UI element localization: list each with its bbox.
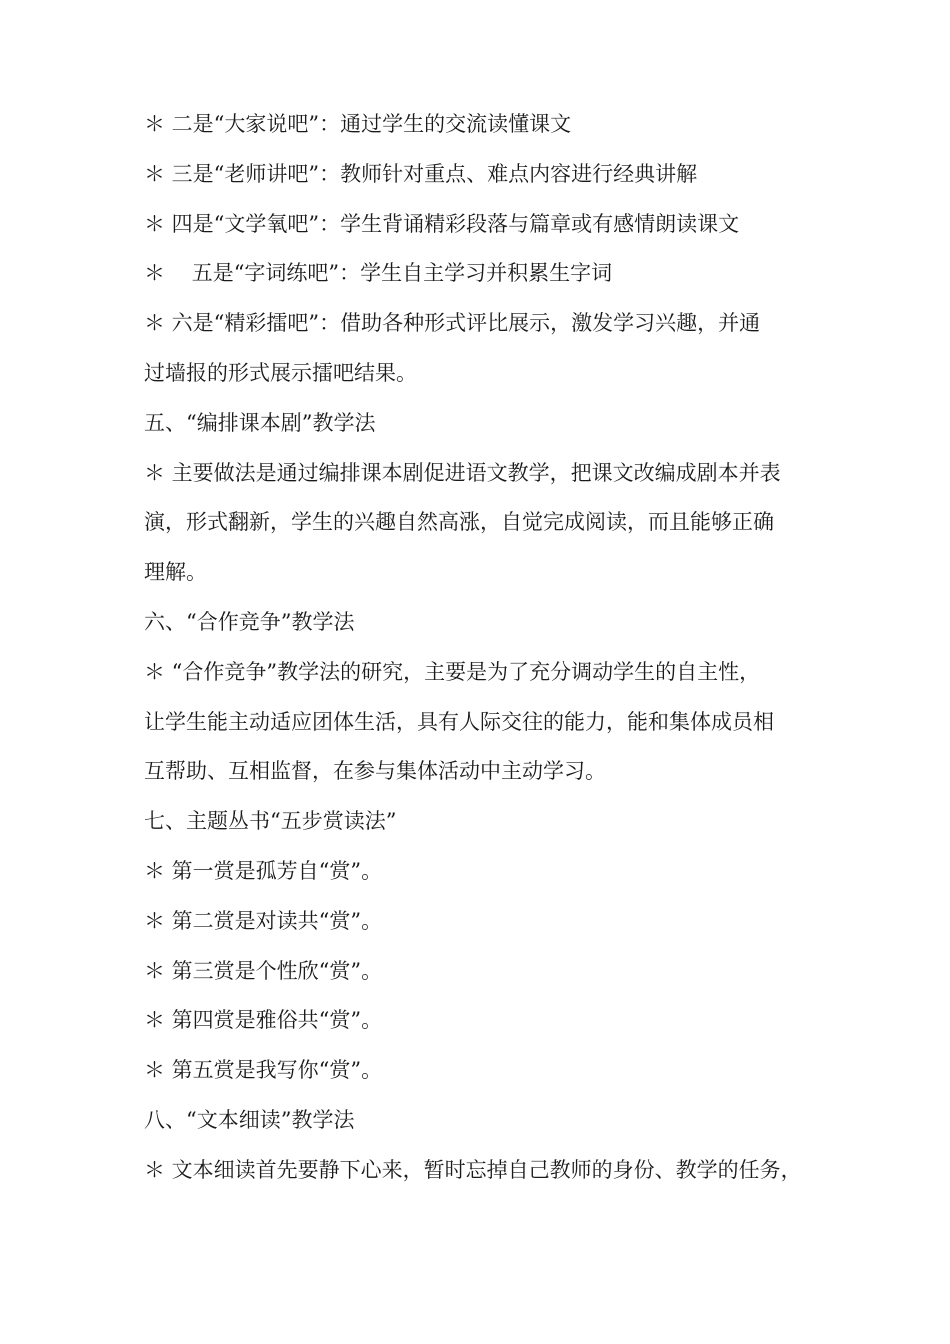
text-line: ＊ 文本细读首先要静下心来，暂时忘掉自己教师的身份、教学的任务， bbox=[144, 1157, 802, 1182]
text-line: ＊ 第四赏是雅俗共“赏”。 bbox=[144, 1008, 383, 1033]
text-line: ＊ 第五赏是我写你“赏”。 bbox=[144, 1058, 383, 1083]
text-line: 互帮助、互相监督，在参与集体活动中主动学习。 bbox=[144, 759, 606, 784]
text-line: ＊ 三是“老师讲吧”：教师针对重点、难点内容进行经典讲解 bbox=[144, 161, 698, 186]
text-line: ＊ 第二赏是对读共“赏”。 bbox=[144, 908, 383, 933]
text-line: 让学生能主动适应团体生活，具有人际交往的能力，能和集体成员相 bbox=[144, 709, 774, 734]
text-line: ＊ 第三赏是个性欣“赏”。 bbox=[144, 958, 383, 983]
section-heading: 五、“编排课本剧”教学法 bbox=[144, 410, 376, 435]
section-heading: 七、主题丛书“五步赏读法” bbox=[144, 809, 397, 834]
text-line: 理解。 bbox=[144, 560, 207, 585]
text-line: 演，形式翻新，学生的兴趣自然高涨，自觉完成阅读，而且能够正确 bbox=[144, 510, 774, 535]
text-line: ＊ “合作竞争”教学法的研究，主要是为了充分调动学生的自主性， bbox=[144, 659, 761, 684]
text-line: ＊ 四是“文学氧吧”：学生背诵精彩段落与篇章或有感情朗读课文 bbox=[144, 211, 740, 236]
section-heading: 六、“合作竞争”教学法 bbox=[144, 609, 355, 634]
section-heading: 八、“文本细读”教学法 bbox=[144, 1107, 355, 1132]
text-line: ＊ 主要做法是通过编排课本剧促进语文教学，把课文改编成剧本并表 bbox=[144, 460, 781, 485]
text-line: ＊ 第一赏是孤芳自“赏”。 bbox=[144, 858, 383, 883]
text-line: ＊ 六是“精彩擂吧”：借助各种形式评比展示，激发学习兴趣，并通 bbox=[144, 311, 761, 336]
text-line: 过墙报的形式展示擂吧结果。 bbox=[144, 360, 417, 385]
text-line: ＊ 二是“大家说吧”：通过学生的交流读懂课文 bbox=[144, 112, 572, 136]
text-line: ＊ 五是“字词练吧”：学生自主学习并积累生字词 bbox=[144, 261, 613, 286]
